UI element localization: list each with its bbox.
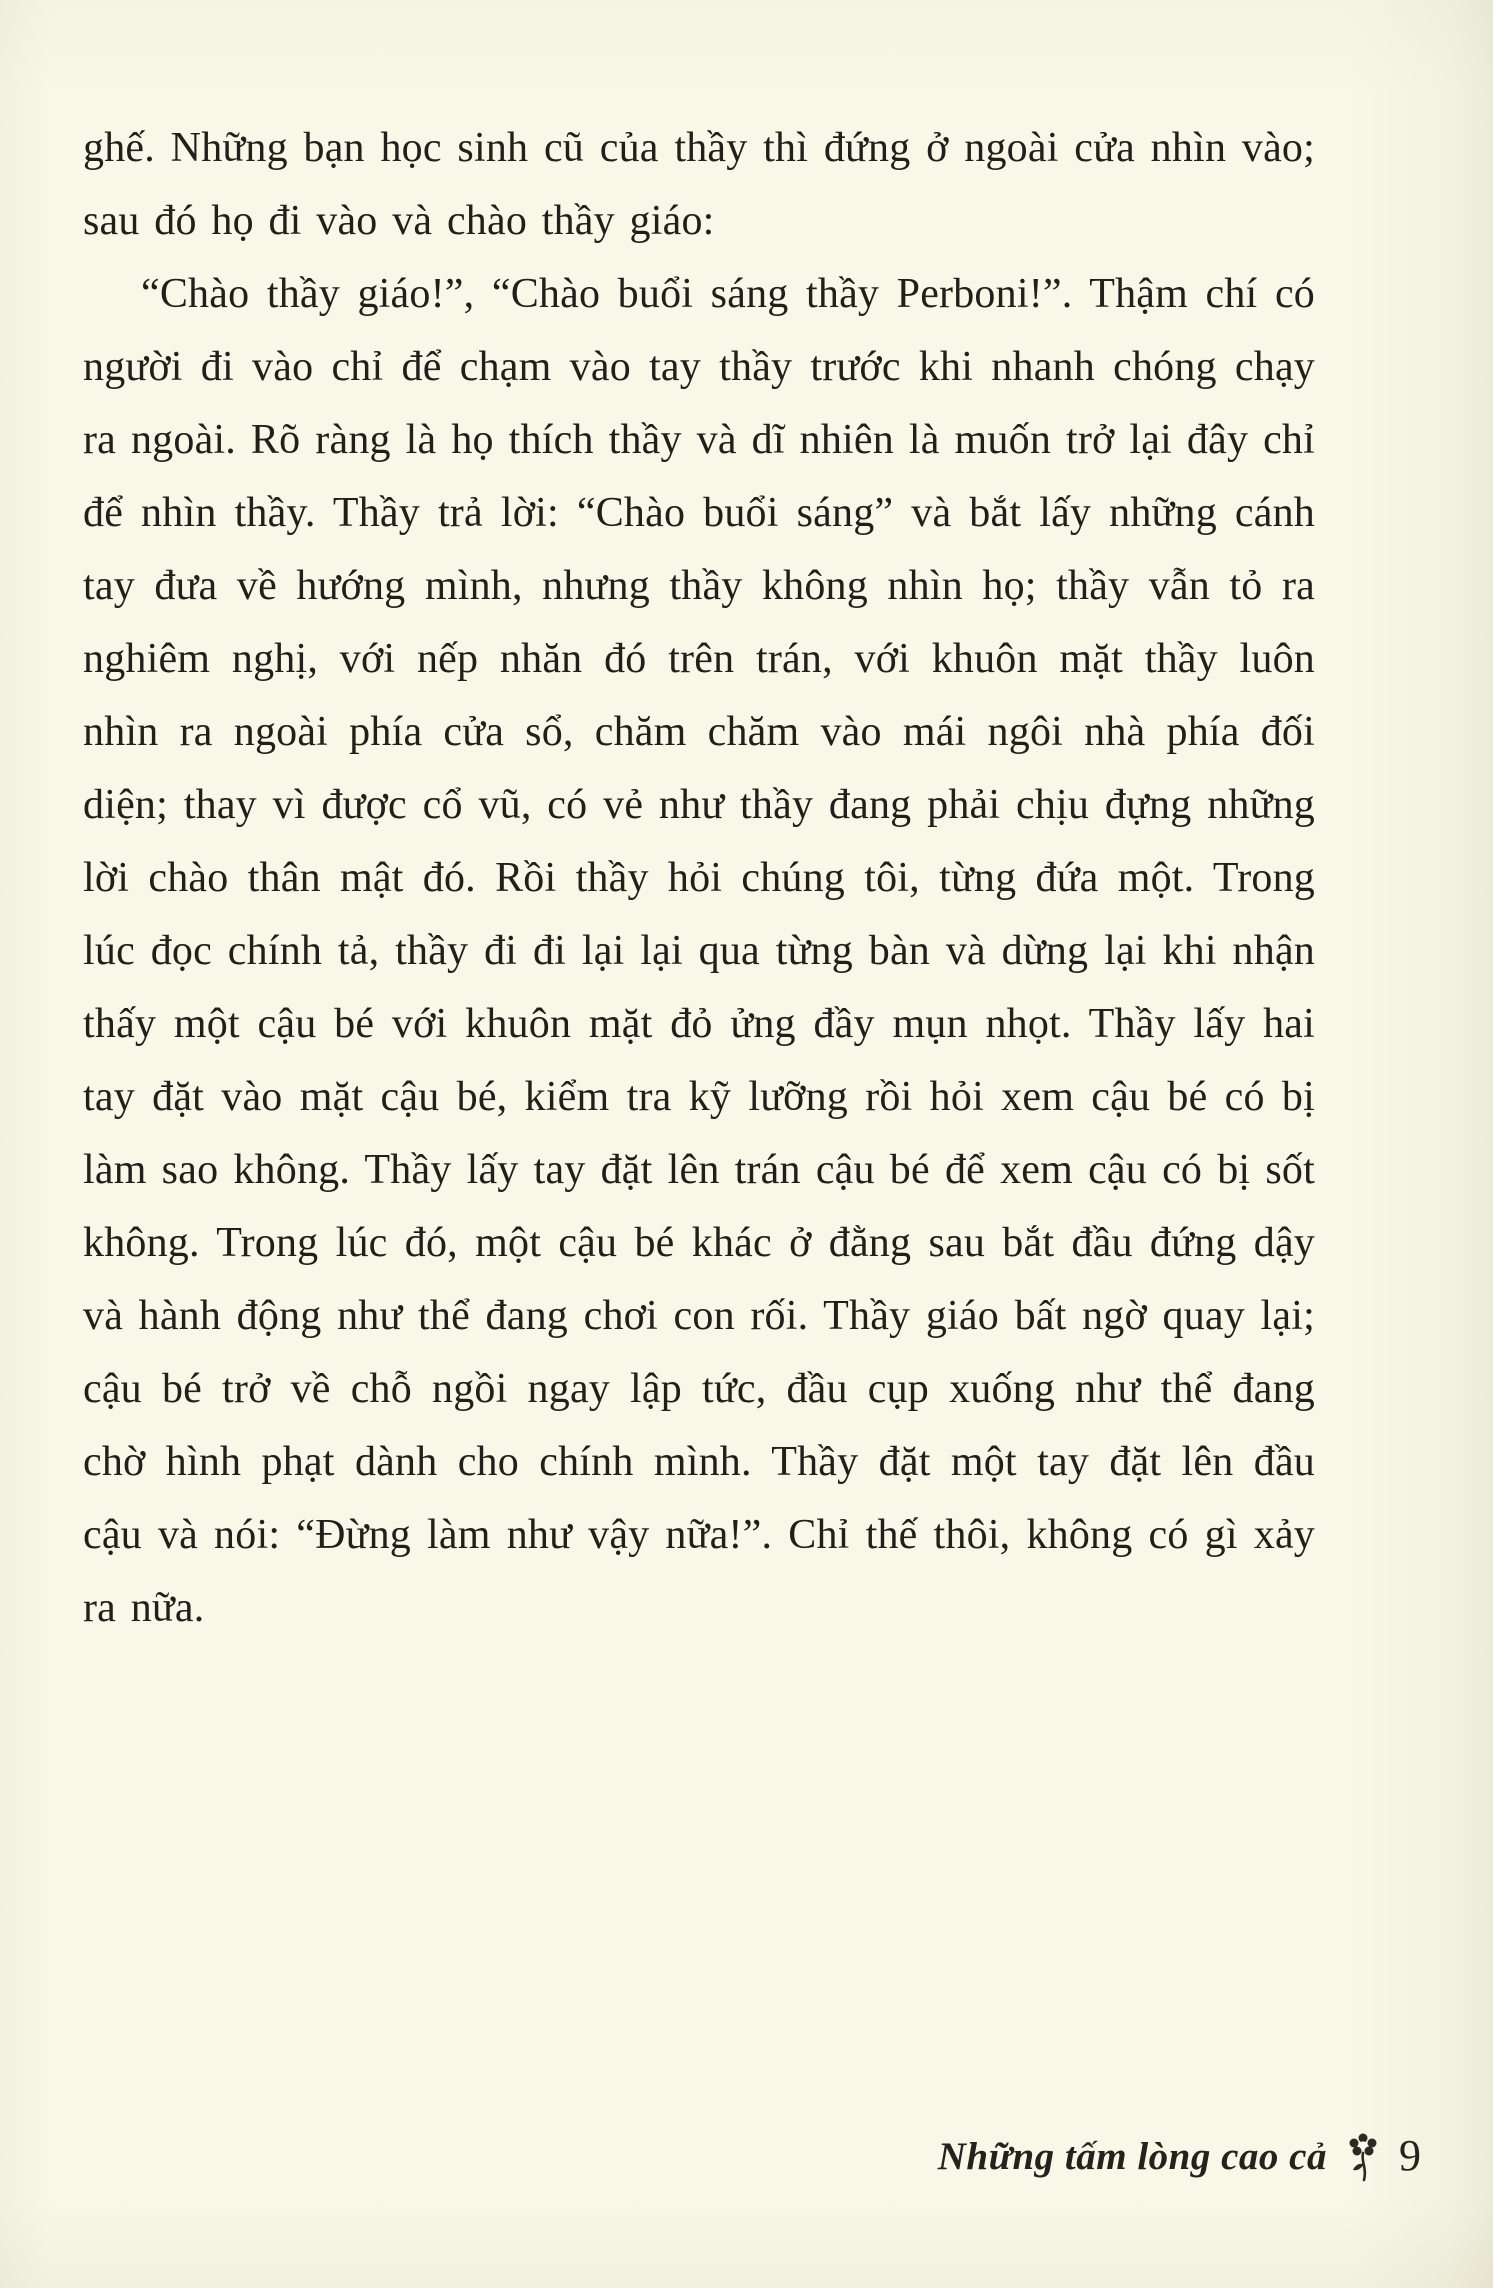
page-footer (938, 2128, 1421, 2184)
page-text-block (83, 112, 1315, 1645)
book-title: Những tấm lòng cao cả (937, 2134, 1327, 2178)
paragraph-body: “Chào thầy giáo!”, “Chào buổi sáng thầy Perboni!”. Thậm chí có người đi vào chỉ để chạm vào tay thầy trước khi nhanh chóng chạy ra ngoài. Rõ ràng là họ thích thầy và dĩ nhiên là muốn trở lại đây chỉ để nhìn thầy. Thầy trả lời: “Chào buổi sáng” và bắt lấy những cánh tay đưa về hướng mình, nhưng thầy không nhìn họ; thầy vẫn tỏ ra nghiêm nghị, với nếp nhăn đó trên trán, với khuôn mặt thầy luôn nhìn ra ngoài phía cửa sổ, chăm chăm vào mái ngôi nhà phía đối diện; thay vì được cổ vũ, có vẻ như thầy đang phải chịu đựng những lời chào thân mật đó. Rồi thầy hỏi chúng tôi, từng đứa một. Trong lúc đọc chính tả, thầy đi đi lại lại qua từng bàn và dừng lại khi nhận thấy một cậu bé với khuôn mặt đỏ ửng đầy mụn nhọt. Thầy lấy hai tay đặt vào mặt cậu bé, kiểm tra kỹ lưỡng rồi hỏi xem cậu bé có bị làm sao không. Thầy lấy tay đặt lên trán cậu bé để xem cậu có bị sốt không. Trong lúc đó, một cậu bé khác ở đằng sau bắt đầu đứng dậy và hành động như thể đang chơi con rối. Thầy giáo bất ngờ quay lại; cậu bé trở về chỗ ngồi ngay lập tức, đầu cụp xuống như thể đang chờ hình phạt dành cho chính mình. Thầy đặt một tay đặt lên đầu cậu và nói: “Đừng làm như vậy nữa!”. Chỉ thế thôi, không có gì xảy ra nữa. (83, 271, 1315, 1631)
paragraph-continuation: ghế. Những bạn học sinh cũ của thầy thì đứng ở ngoài cửa nhìn vào; sau đó họ đi vào và chào thầy giáo: (83, 125, 1315, 244)
flower-icon (1345, 2128, 1381, 2184)
page-number: 9 (1399, 2131, 1421, 2180)
